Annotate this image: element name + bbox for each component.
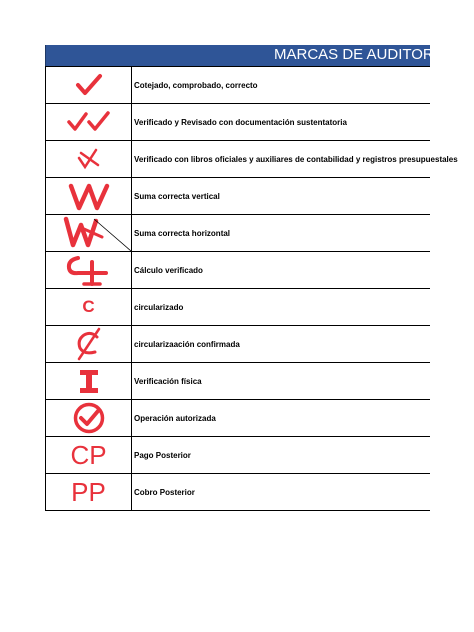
table-row — [46, 474, 431, 511]
mark-cell — [46, 400, 132, 437]
mark-description: Cotejado, comprobado, correcto — [132, 67, 431, 104]
mark-cell — [46, 474, 132, 511]
mark-description: Verificado y Revisado con documentación sustentatoria — [132, 104, 431, 141]
mark-description: circularizado — [132, 289, 431, 326]
mark-cell — [46, 215, 132, 252]
later-collection-icon: PP — [71, 476, 106, 507]
mark-cell — [46, 437, 132, 474]
mark-description: Suma correcta vertical — [132, 178, 431, 215]
table-row — [46, 178, 431, 215]
table-row — [46, 437, 431, 474]
mark-cell — [46, 104, 132, 141]
mark-cell — [46, 67, 132, 104]
circularized-icon: C — [82, 296, 95, 316]
table-row — [46, 289, 431, 326]
mark-description: Cobro Posterior — [132, 474, 431, 511]
circularization-confirmed-icon — [71, 327, 107, 361]
table-row — [46, 252, 431, 289]
mark-description: Verificado con libros oficiales y auxiliares de contabilidad y registros presupuestales — [132, 141, 431, 178]
table-row — [46, 215, 431, 252]
authorized-operation-icon — [72, 401, 106, 435]
calculation-verified-icon — [64, 254, 114, 286]
check-cross-icon — [74, 145, 104, 173]
audit-marks-sheet — [45, 45, 458, 511]
checkmark-icon — [74, 73, 104, 97]
page-title: MARCAS DE AUDITORIA — [274, 46, 448, 63]
mark-cell — [46, 178, 132, 215]
sum-vertical-icon — [67, 180, 111, 212]
table-row — [46, 104, 431, 141]
table-row — [46, 400, 431, 437]
mark-description: circularizaación confirmada — [132, 326, 431, 363]
table-row — [46, 141, 431, 178]
table-row — [46, 326, 431, 363]
mark-description: Operación autorizada — [132, 400, 431, 437]
mark-description: Suma correcta horizontal — [132, 215, 431, 252]
mark-description: Verificación física — [132, 363, 431, 400]
double-checkmark-icon — [67, 110, 111, 134]
title-banner — [45, 45, 448, 66]
mark-cell — [46, 289, 132, 326]
table-row — [46, 363, 431, 400]
mark-cell — [46, 326, 132, 363]
mark-cell — [46, 141, 132, 178]
later-payment-icon: CP — [70, 439, 107, 470]
mark-description: Cálculo verificado — [132, 252, 431, 289]
mark-cell — [46, 363, 132, 400]
table-row — [46, 67, 431, 104]
mark-description: Pago Posterior — [132, 437, 431, 474]
mark-cell — [46, 252, 132, 289]
audit-marks-table — [45, 66, 458, 511]
sum-horizontal-icon — [46, 215, 131, 251]
physical-verification-icon — [74, 366, 104, 396]
